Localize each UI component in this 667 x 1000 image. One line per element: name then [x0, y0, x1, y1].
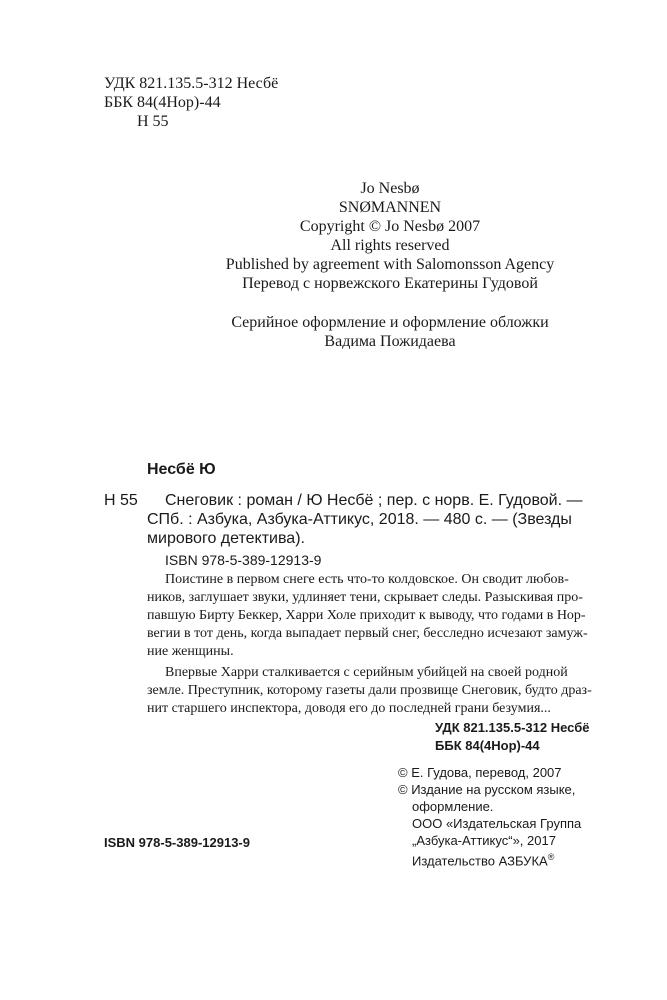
catalog-isbn: ISBN 978-5-389-12913-9: [165, 552, 322, 568]
classification-block: [104, 74, 278, 131]
original-author: Jo Nesbø: [360, 180, 420, 197]
agreement-line: Published by agreement with Salomonsson Agency: [225, 256, 555, 273]
annotation-paragraph-2: Впервые Харри сталкивается с серийным убийцей на своей родной земле. Преступник, которому газеты дали прозвище Снеговик, будто драз- нит старшего инспектора, доводя его до последней грани безумия...: [147, 665, 592, 716]
copyright-publisher-1: ООО «Издательская Группа: [412, 816, 582, 831]
copyrights-block: [398, 764, 581, 869]
annotation-paragraph-1: Поистине в первом снеге есть что-то колдовское. Он сводит любов- ников, заглушает звуки, удлиняет тени, скрывает следы. Разыскивая про- павшую Бирту Беккер, Харри Холе приходит к выводу, что годами в Нор- вегии в тот день, когда выпадает первый снег, бесследно исчезают замуж- ние женщины.: [147, 572, 588, 659]
catalog-codes-right: [435, 719, 589, 755]
original-title: SNØMANNEN: [338, 199, 442, 216]
catalog-line-1: Снеговик : роман / Ю Несбё ; пер. с норв. Е. Гудовой. —: [165, 492, 583, 509]
bbk-code: ББК 84(4Нор)-44: [104, 94, 221, 111]
translation-credit: Перевод с норвежского Екатерины Гудовой: [242, 275, 538, 292]
design-line-1: Серийное оформление и оформление обложки: [231, 314, 549, 331]
original-edition-block: [120, 179, 660, 274]
registered-mark: ®: [547, 852, 555, 862]
design-credit: [120, 313, 660, 351]
copyright-publisher-2: „Азбука-Аттикус“», 2017: [412, 833, 556, 848]
catalog-author-mark: Н 55: [104, 492, 138, 509]
copyright-translation: © Е. Гудова, перевод, 2007: [398, 765, 562, 780]
copyright-edition: © Издание на русском языке,: [398, 782, 576, 797]
catalog-line-3: мирового детектива).: [147, 530, 305, 547]
isbn-bottom: ISBN 978-5-389-12913-9: [104, 835, 250, 850]
catalog-author-heading: Несбё Ю: [147, 461, 216, 478]
rights-line: All rights reserved: [330, 237, 450, 254]
author-mark: Н 55: [137, 113, 169, 130]
design-line-2: Вадима Пожидаева: [324, 333, 456, 350]
bbk-code-right: ББК 84(4Нор)-44: [435, 738, 540, 753]
catalog-line-2: СПб. : Азбука, Азбука-Аттикус, 2018. — 480 с. — (Звезды: [147, 511, 572, 528]
udk-code: УДК 821.135.5-312 Несбё: [104, 75, 279, 92]
catalog-description: [147, 491, 587, 548]
udk-code-right: УДК 821.135.5-312 Несбё: [435, 720, 590, 735]
copyright-line: Copyright © Jo Nesbø 2007: [299, 218, 481, 235]
copyright-design: оформление.: [412, 799, 494, 814]
copyright-publisher-3: Издательство АЗБУКА®: [412, 852, 555, 869]
